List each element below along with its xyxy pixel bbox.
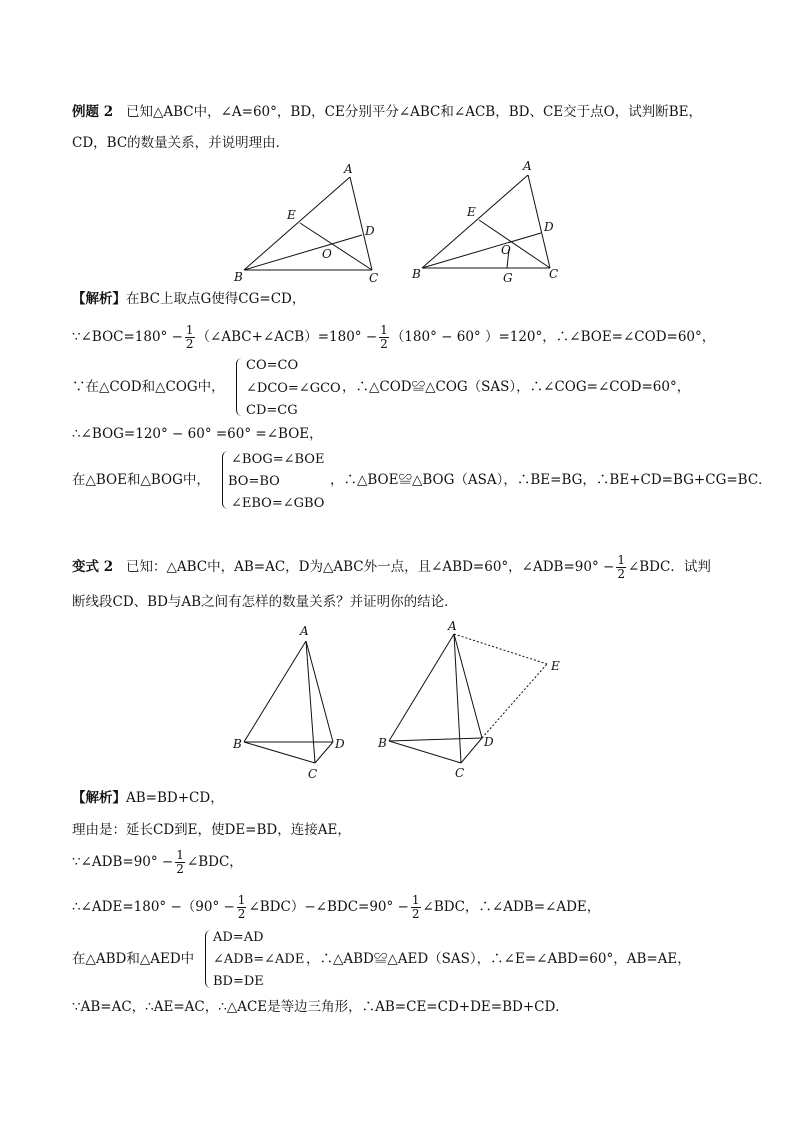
example2-stem-line2: CD，BC的数量关系，并说明理由．	[72, 135, 290, 151]
example2-l5-post: ，∴△BOE≌△BOG（ASA），∴BE=BG，∴BE+CD=BG+CG=BC．	[330, 472, 772, 488]
brace-system-1	[236, 358, 243, 416]
variant2-stem-part-a: 已知：△ABC中，AB=AC，D为△ABC外一点，且∠ABD=60°，∠ADB=90° −	[125, 559, 615, 575]
fig1-label-C: C	[369, 271, 379, 285]
variant2-analysis-line4	[72, 892, 600, 922]
fraction-den: 2	[617, 567, 625, 581]
variant2-l5-post: ，∴△ABD≌△AED（SAS），∴∠E=∠ABD=60°，AB=AE，	[306, 951, 691, 967]
variant2-analysis-tag: 【解析】	[72, 790, 126, 806]
fig4-label-C: C	[455, 766, 465, 780]
l2-part-c: （180° − 60° ）=120°，∴∠BOE=∠COD=60°，	[390, 329, 716, 345]
fraction-num: 1	[176, 848, 184, 862]
variant2-stem-line2: 断线段CD、BD与AB之间有怎样的数量关系？并证明你的结论．	[72, 594, 458, 610]
example2-analysis-text1: 在BC上取点G使得CG=CD，	[126, 291, 306, 307]
variant2-stem-part-b: ∠BDC．试判	[627, 559, 711, 575]
fig4-label-A: A	[448, 619, 457, 633]
fraction-den: 2	[380, 337, 388, 351]
fig1-label-A: A	[344, 162, 353, 176]
fig3-label-B: B	[233, 737, 242, 751]
fraction-den: 2	[185, 337, 194, 351]
fraction-den: 2	[237, 907, 246, 921]
v-l4-part-a: ∴∠ADE=180° −（90° −	[72, 899, 235, 915]
l2-part-a: ∵∠BOC=180° −	[72, 329, 183, 345]
v-l4-part-c: ∠BDC，∴∠ADB=∠ADE，	[422, 899, 601, 915]
fig2-label-O: O	[501, 243, 511, 257]
system-2-eq1: ∠BOG=∠BOE	[231, 452, 325, 467]
example2-l3-post: ，∴△COD≌△COG（SAS），∴∠COG=∠COD=60°，	[342, 379, 691, 395]
fraction-num: 1	[617, 553, 625, 567]
system-3-eq1: AD=AD	[213, 930, 264, 945]
fig2-label-G: G	[503, 271, 513, 285]
fraction-num: 1	[380, 323, 388, 337]
fig2-label-C: C	[549, 267, 559, 281]
fig1-label-B: B	[234, 270, 243, 284]
example2-analysis-tag: 【解析】	[72, 291, 126, 307]
fig1-label-D: D	[365, 224, 375, 238]
system-1-eq3: CD=CG	[246, 403, 298, 418]
variant2-analysis-line3	[72, 847, 243, 877]
example2-stem-text1: 已知△ABC中，∠A=60°，BD，CE分别平分∠ABC和∠ACB，BD、CE交于点O，试判断BE，	[125, 104, 702, 120]
fraction-half	[185, 324, 195, 351]
variant2-analysis-line1	[72, 789, 224, 807]
variant2-stem-line1	[72, 552, 711, 582]
fraction-den: 2	[176, 862, 184, 876]
example2-analysis-line4: ∴∠BOG=120° − 60° =60° =∠BOE，	[72, 426, 323, 442]
fraction-num: 1	[185, 323, 194, 337]
system-1-eq1: CO=CO	[246, 358, 299, 373]
fig2-label-B: B	[412, 267, 421, 281]
fig3-label-A: A	[300, 624, 309, 638]
v-l3-part-a: ∵∠ADB=90° −	[72, 854, 174, 870]
variant2-analysis-line6: ∵AB=AC，∴AE=AC，∴△ACE是等边三角形，∴AB=CE=CD+DE=BD+CD．	[72, 999, 569, 1015]
v-l4-part-b: ∠BDC）−∠BDC=90° −	[248, 899, 409, 915]
fraction-half	[411, 894, 421, 921]
example2-label: 例题 2	[72, 104, 114, 120]
system-2-eq3: ∠EBO=∠GBO	[231, 496, 325, 511]
example2-analysis-line2	[72, 322, 715, 352]
variant2-analysis-text1: AB=BD+CD，	[126, 790, 224, 806]
example2-l5-pre: 在△BOE和△BOG中，	[72, 472, 210, 488]
fraction-num: 1	[237, 893, 246, 907]
l2-part-b: （∠ABC+∠ACB）=180° −	[196, 329, 378, 345]
example2-analysis-line1	[72, 290, 305, 308]
system-1-eq2: ∠DCO=∠GCO	[246, 381, 341, 396]
brace-system-3	[205, 930, 212, 988]
fraction-half	[379, 324, 389, 351]
system-3-eq2: ∠ADB=∠ADE	[213, 952, 305, 967]
fraction-half	[616, 554, 626, 581]
system-3-eq3: BD=DE	[213, 974, 264, 989]
fig2-label-D: D	[544, 220, 554, 234]
fig3-label-C: C	[308, 767, 318, 781]
fraction-half	[237, 894, 247, 921]
fig1-label-O: O	[322, 247, 332, 261]
fraction-num: 1	[411, 893, 420, 907]
system-2-eq2: BO=BO	[228, 474, 280, 489]
variant2-l5-pre: 在△ABD和△AED中	[72, 951, 195, 967]
example2-l3-pre: ∵在△COD和△COG中，	[72, 379, 225, 395]
variant2-analysis-line2: 理由是：延长CD到E，使DE=BD，连接AE，	[72, 822, 351, 838]
fraction-den: 2	[411, 907, 420, 921]
fig4-label-D: D	[484, 735, 494, 749]
fig2-label-A: A	[523, 159, 532, 173]
fig3-label-D: D	[335, 737, 345, 751]
fraction-half	[175, 849, 185, 876]
fig4-label-E: E	[551, 659, 560, 673]
fig4-label-B: B	[378, 736, 387, 750]
fig2-label-E: E	[467, 205, 476, 219]
variant2-label: 变式 2	[72, 559, 114, 575]
v-l3-part-b: ∠BDC，	[186, 854, 243, 870]
fig1-label-E: E	[287, 208, 296, 222]
